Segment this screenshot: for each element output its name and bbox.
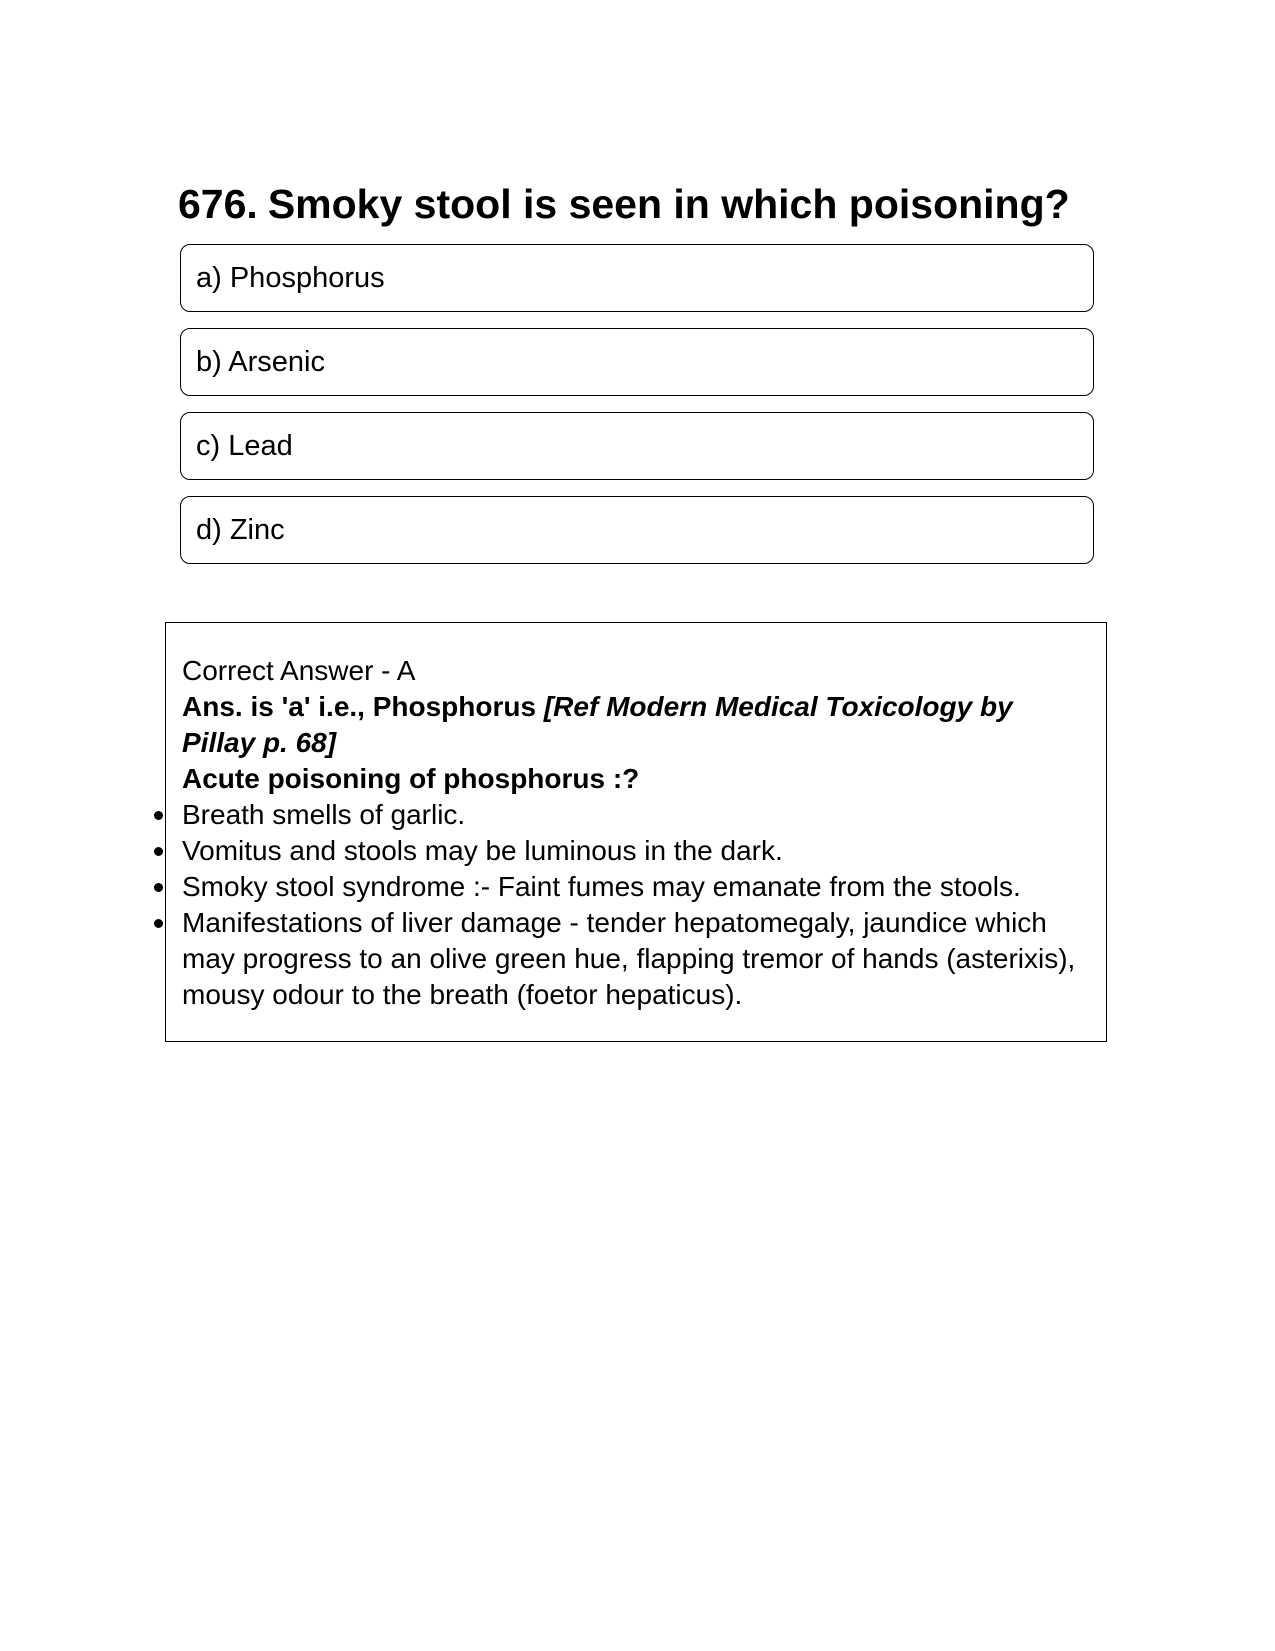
option-c[interactable]: c) Lead: [180, 412, 1094, 480]
section-heading: Acute poisoning of phosphorus :?: [182, 763, 640, 794]
option-d[interactable]: d) Zinc: [180, 496, 1094, 564]
bullet-item: Breath smells of garlic.: [182, 797, 1092, 833]
question-text: Smoky stool is seen in which poisoning?: [267, 181, 1070, 227]
explanation-bullets: [182, 797, 1092, 1013]
bullet-item: Manifestations of liver damage - tender hepatomegaly, jaundice which may progress to an olive green hue, flapping tremor of hands (asterixis), mousy odour to the breath (foetor hepaticus).: [182, 905, 1092, 1013]
option-b[interactable]: b) Arsenic: [180, 328, 1094, 396]
answer-explanation-box: [165, 622, 1107, 1042]
correct-answer-line: Correct Answer - A: [182, 655, 416, 686]
answer-statement: [182, 689, 1092, 761]
bullet-item: Smoky stool syndrome :- Faint fumes may emanate from the stools.: [182, 869, 1092, 905]
bullet-item: Vomitus and stools may be luminous in the dark.: [182, 833, 1092, 869]
answer-reference: [Ref Modern Medical Toxicology by Pillay p. 68]: [182, 691, 1013, 758]
question-title: [178, 176, 1070, 232]
answer-bold-text: Ans. is 'a' i.e., Phosphorus: [182, 691, 537, 722]
option-a[interactable]: a) Phosphorus: [180, 244, 1094, 312]
question-number: 676.: [178, 181, 258, 227]
options-list: [180, 244, 1094, 580]
